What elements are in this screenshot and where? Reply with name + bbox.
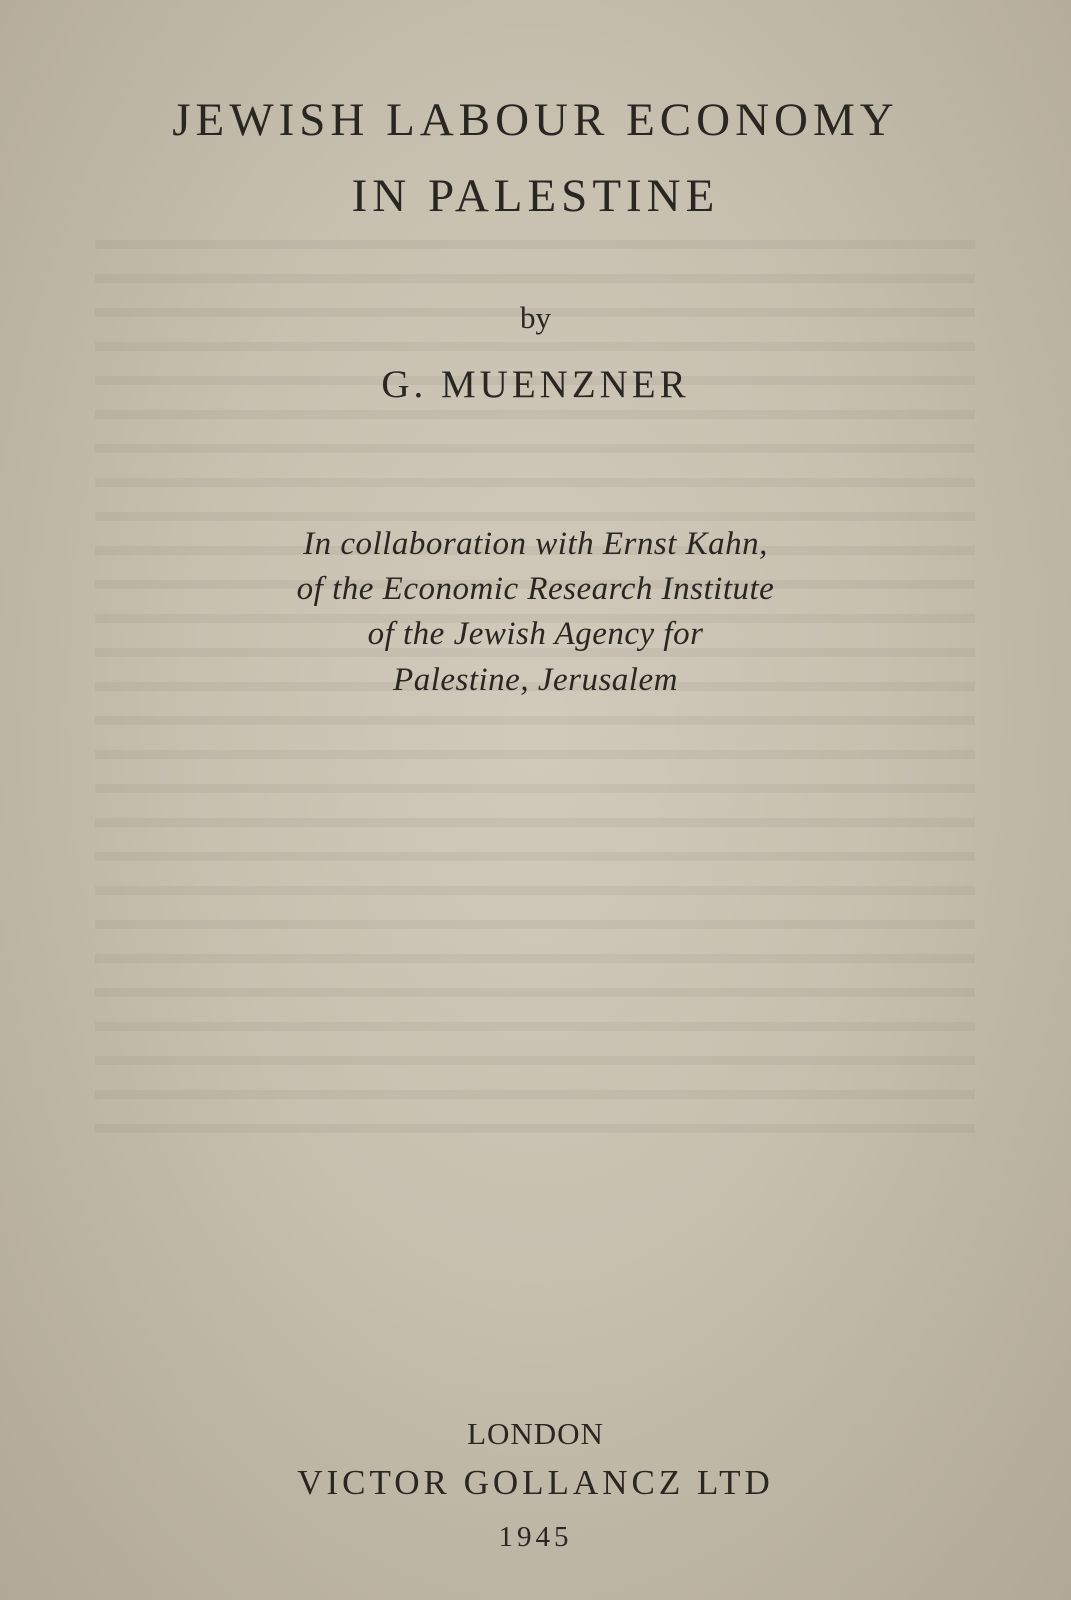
collaboration-line-1: In collaboration with Ernst Kahn,: [303, 526, 768, 562]
collaboration-line-4: Palestine, Jerusalem: [393, 662, 678, 698]
collaboration-line-2: of the Economic Research Institute: [296, 571, 775, 607]
imprint-year: 1945: [498, 1521, 573, 1553]
author-name: G. MUENZNER: [381, 363, 690, 406]
by-line: by: [520, 300, 551, 335]
book-title-line-2: IN PALESTINE: [351, 170, 720, 222]
book-title-line-1: JEWISH LABOUR ECONOMY: [172, 94, 899, 146]
collaboration-line-3: of the Jewish Agency for: [367, 616, 704, 652]
imprint-city: LONDON: [467, 1416, 604, 1451]
imprint-publisher: VICTOR GOLLANCZ LTD: [297, 1463, 774, 1502]
